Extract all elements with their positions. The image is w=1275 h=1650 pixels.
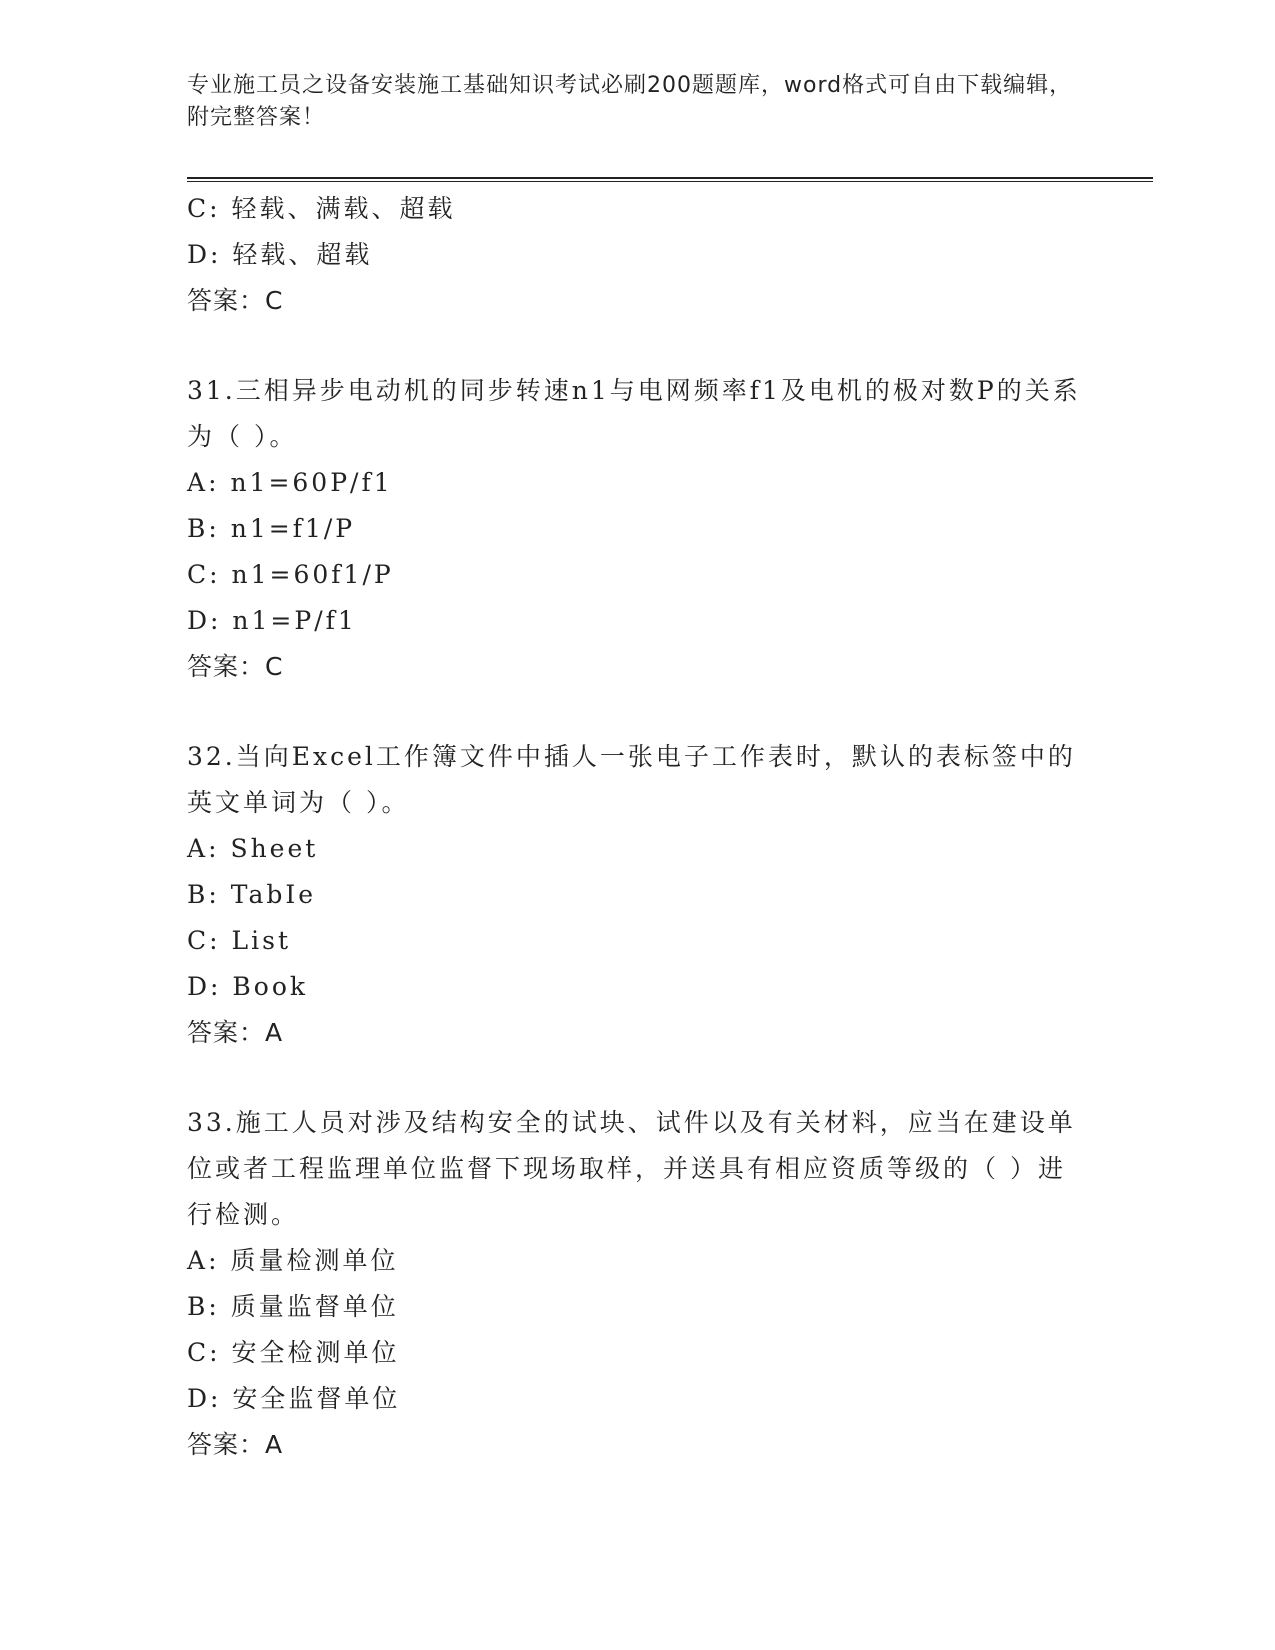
option-d: D: 安全监督单位	[187, 1384, 401, 1413]
question-31	[187, 368, 1087, 690]
question-32	[187, 734, 1087, 1056]
answer-line	[187, 1010, 1087, 1056]
answer-value: A	[265, 1430, 284, 1459]
question-stem: 32.当向Excel工作簿文件中插人一张电子工作表时，默认的表标签中的英文单词为（ ）。	[187, 742, 1076, 817]
option-a: A: n1=60P/f1	[187, 468, 393, 497]
answer-label: 答案：	[187, 652, 266, 681]
option-d: D: n1=P/f1	[187, 606, 357, 635]
option-b: B: n1=f1/P	[187, 514, 356, 543]
option-b: B: TabIe	[187, 880, 317, 909]
option-c: C: n1=60f1/P	[187, 560, 394, 589]
answer-line	[187, 1422, 1087, 1468]
option-d: D: 轻载、超载	[187, 240, 373, 269]
answer-value: C	[265, 652, 284, 681]
question-33	[187, 1100, 1087, 1468]
question-stem: 33.施工人员对涉及结构安全的试块、试件以及有关材料，应当在建设单位或者工程监理单位监督下现场取样，并送具有相应资质等级的（ ）进行检测。	[187, 1108, 1076, 1229]
answer-label: 答案：	[187, 286, 266, 315]
question-list	[187, 186, 1087, 1468]
answer-line	[187, 278, 1087, 324]
answer-label: 答案：	[187, 1018, 266, 1047]
answer-line	[187, 644, 1087, 690]
option-c: C: List	[187, 926, 291, 955]
option-c: C: 安全检测单位	[187, 1338, 400, 1367]
option-d: D: Book	[187, 972, 309, 1001]
answer-value: A	[265, 1018, 284, 1047]
answer-label: 答案：	[187, 1430, 266, 1459]
option-a: A: 质量检测单位	[187, 1246, 399, 1275]
question-stem: 31.三相异步电动机的同步转速n1与电网频率f1及电机的极对数P的关系为（ ）。	[187, 376, 1081, 451]
header-divider	[187, 177, 1153, 182]
page-header: 专业施工员之设备安装施工基础知识考试必刷200题题库，word格式可自由下载编辑，附完整答案！	[187, 73, 1073, 130]
option-c: C: 轻载、满载、超载	[187, 194, 456, 223]
previous-question-tail	[187, 186, 1087, 324]
option-a: A: Sheet	[187, 834, 319, 863]
option-b: B: 质量监督单位	[187, 1292, 399, 1321]
answer-value: C	[265, 286, 284, 315]
